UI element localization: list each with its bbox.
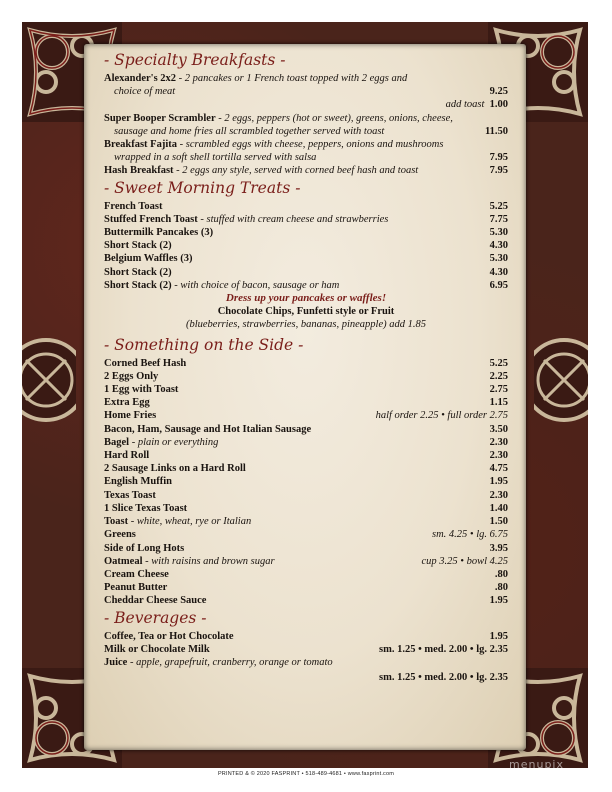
menu-item [104, 226, 508, 239]
menu-item [104, 436, 508, 449]
menu-item [104, 383, 508, 396]
addon-label: add toast [445, 99, 485, 111]
item-desc-continued [104, 85, 508, 98]
dress-up-options: Chocolate Chips, Funfetti style or Fruit [217, 306, 395, 318]
menu-item [104, 396, 508, 409]
item-price: 2.25 [489, 370, 508, 382]
menu-item [104, 449, 508, 462]
item-price: 11.50 [484, 125, 508, 137]
item-price: 9.25 [489, 86, 508, 98]
item-name: Coffee, Tea or Hot Chocolate [104, 630, 234, 642]
menu-item [104, 462, 508, 475]
item-name: Super Booper Scrambler [104, 112, 216, 124]
item-name: Greens [104, 529, 136, 541]
item-desc: - 2 eggs any style, served with corned beef hash and toast [173, 165, 419, 177]
item-price: 1.95 [489, 595, 508, 607]
menu-item [104, 555, 508, 568]
menu-item [104, 409, 508, 422]
item-name: Juice [104, 656, 128, 668]
menu-item [104, 112, 508, 125]
item-name: Oatmeal [104, 555, 143, 567]
item-price: 5.25 [489, 357, 508, 369]
menu-item [104, 542, 508, 555]
item-name: Alexander's 2x2 [104, 73, 177, 84]
item-name: Stuffed French Toast [104, 213, 198, 225]
item-name: French Toast [104, 200, 163, 212]
item-price: 4.30 [489, 266, 508, 278]
item-price: 2.75 [489, 384, 508, 396]
item-desc: - plain or everything [129, 436, 219, 448]
item-price: 3.50 [489, 423, 508, 435]
item-name: Extra Egg [104, 397, 150, 409]
item-name: Hard Roll [104, 450, 150, 462]
item-price: 5.30 [489, 227, 508, 239]
item-name: Milk or Chocolate Milk [104, 643, 210, 655]
menu-item [104, 423, 508, 436]
menu-item [104, 164, 508, 177]
item-price: 5.30 [489, 253, 508, 265]
item-name: Bagel [104, 436, 130, 448]
item-price: .80 [494, 582, 508, 594]
item-name: Corned Beef Hash [104, 357, 187, 369]
item-price-options: sm. 4.25 • lg. 6.75 [431, 529, 508, 541]
item-name: Short Stack (2) [104, 240, 172, 252]
dress-up-title: Dress up your pancakes or waffles! [225, 292, 387, 305]
item-price: 1.40 [489, 502, 508, 514]
menu-item [104, 656, 508, 669]
watermark: menupix [509, 758, 564, 771]
menu-item [104, 594, 508, 607]
addon-price: 1.00 [489, 99, 508, 111]
item-price: 7.95 [489, 152, 508, 164]
menu-item [104, 370, 508, 383]
menu-item [104, 643, 508, 656]
item-name: 1 Slice Texas Toast [104, 502, 188, 514]
item-desc: - scrambled eggs with cheese, peppers, onions and mushrooms [177, 139, 444, 151]
item-desc: - 2 pancakes or 1 French toast topped with 2 eggs and [176, 73, 408, 84]
dress-up-fruit: (blueberries, strawberries, bananas, pineapple) add 1.85 [185, 319, 427, 331]
item-addon [104, 98, 508, 111]
item-price: 4.30 [489, 240, 508, 252]
item-name: Home Fries [104, 410, 157, 422]
menu-item [104, 200, 508, 213]
item-name: Texas Toast [104, 489, 156, 501]
menu-item [104, 252, 508, 265]
item-desc: - apple, grapefruit, cranberry, orange or tomato [127, 656, 333, 668]
item-price: 1.95 [489, 476, 508, 488]
item-name: 1 Egg with Toast [104, 384, 179, 396]
item-price-options: half order 2.25 • full order 2.75 [375, 410, 508, 422]
celtic-knot-right [534, 320, 588, 440]
item-name: Peanut Butter [104, 582, 168, 594]
item-desc-continued [104, 125, 508, 138]
item-desc-cont-text: sausage and home fries all scrambled together served with toast [114, 125, 385, 137]
item-price: .80 [494, 568, 508, 580]
item-name: Toast [104, 516, 129, 528]
menu-item [104, 489, 508, 502]
item-price-options: sm. 1.25 • med. 2.00 • lg. 2.35 [379, 672, 508, 684]
item-name: Hash Breakfast [104, 165, 174, 177]
item-name: Cream Cheese [104, 568, 169, 580]
item-desc-cont-text: choice of meat [114, 86, 176, 98]
item-price: 4.75 [489, 463, 508, 475]
item-price: 2.30 [489, 489, 508, 501]
item-desc: - with choice of bacon, sausage or ham [171, 279, 340, 291]
menu-item [104, 138, 508, 151]
item-desc: - 2 eggs, peppers (hot or sweet), greens, onions, cheese, [215, 112, 453, 124]
menu-item [104, 581, 508, 594]
menu-content [104, 50, 508, 684]
menu-item [104, 72, 508, 85]
item-desc: - white, wheat, rye or Italian [128, 516, 252, 528]
item-desc-continued [104, 151, 508, 164]
item-name: English Muffin [104, 476, 172, 488]
menu-item [104, 239, 508, 252]
item-price-options: sm. 1.25 • med. 2.00 • lg. 2.35 [379, 643, 508, 655]
item-desc: - with raisins and brown sugar [142, 555, 275, 567]
section-title-beverages: - Beverages - [104, 608, 207, 627]
item-name: 2 Eggs Only [104, 370, 159, 382]
item-price: 7.95 [489, 165, 508, 177]
item-name: Belgium Waffles (3) [104, 253, 193, 265]
menu-item [104, 279, 508, 292]
menu-item [104, 475, 508, 488]
item-name: 2 Sausage Links on a Hard Roll [104, 463, 246, 475]
item-price-options: cup 3.25 • bowl 4.25 [421, 555, 508, 567]
item-name: Side of Long Hots [104, 542, 185, 554]
menu-item [104, 266, 508, 279]
item-name: Short Stack (2) [104, 279, 172, 291]
menu-item [104, 568, 508, 581]
item-price: 1.15 [489, 397, 508, 409]
menu-item [104, 213, 508, 226]
item-price: 1.95 [489, 630, 508, 642]
menu-item [104, 502, 508, 515]
item-price: 2.30 [489, 450, 508, 462]
item-name: Breakfast Fajita [104, 139, 178, 151]
item-price: 2.30 [489, 436, 508, 448]
menu-item [104, 515, 508, 528]
section-title-sweet-morning-treats: - Sweet Morning Treats - [104, 178, 301, 197]
item-price: 6.95 [489, 279, 508, 291]
item-name: Bacon, Ham, Sausage and Hot Italian Sausage [104, 423, 312, 435]
item-name: Cheddar Cheese Sauce [104, 595, 207, 607]
section-title-something-on-the-side: - Something on the Side - [104, 335, 304, 354]
item-name: Short Stack (2) [104, 266, 172, 278]
item-price: 1.50 [489, 516, 508, 528]
menu-item [104, 528, 508, 541]
item-desc: - stuffed with cream cheese and strawberries [197, 213, 389, 225]
item-price: 5.25 [489, 200, 508, 212]
menu-item [104, 357, 508, 370]
printer-footer: PRINTED & © 2020 FASPRINT • 518-489-4681 • www.fasprint.com [217, 771, 395, 777]
item-price: 7.75 [489, 213, 508, 225]
item-name: Buttermilk Pancakes (3) [104, 227, 214, 239]
section-title-specialty-breakfasts: - Specialty Breakfasts - [104, 51, 286, 69]
celtic-knot-left [22, 320, 76, 440]
menu-item [104, 630, 508, 643]
item-desc-cont-text: wrapped in a soft shell tortilla served with salsa [114, 152, 317, 164]
item-price: 3.95 [489, 542, 508, 554]
